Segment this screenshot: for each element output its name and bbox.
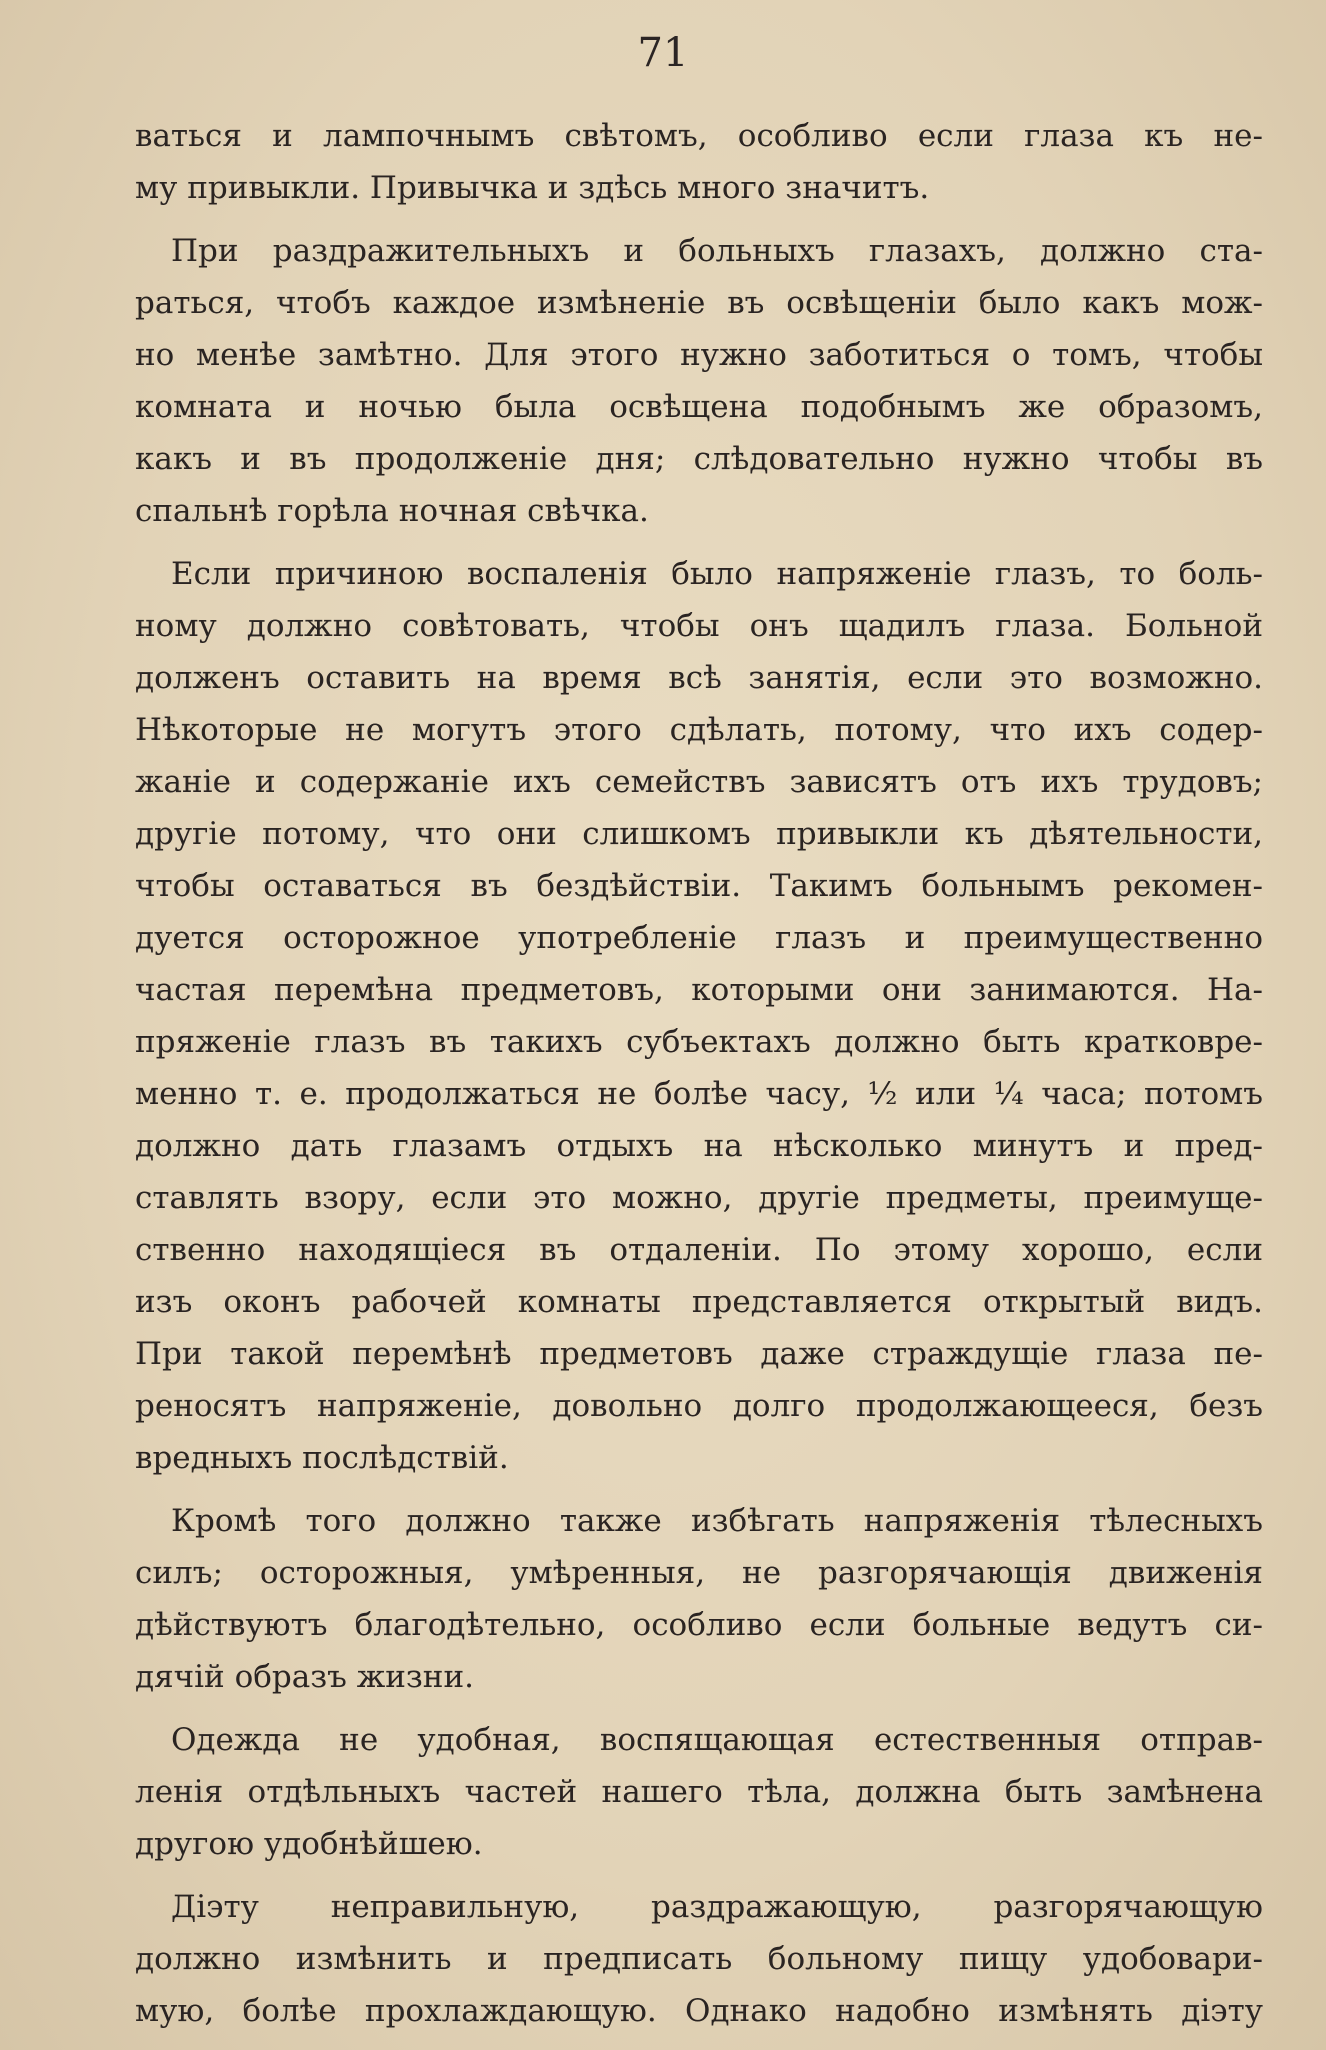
text-line: ному должно совѣтовать, чтобы онъ щадилъ глаза. Больной	[135, 608, 1263, 644]
paragraph	[135, 1495, 1263, 1703]
paragraph	[135, 225, 1263, 537]
text-line: раться, чтобъ каждое измѣненіе въ освѣщеніи было какъ мож-	[135, 285, 1263, 321]
text-line: Нѣкоторые не могутъ этого сдѣлать, потому, что ихъ содер-	[135, 712, 1263, 748]
text-line: пряженіе глазъ въ такихъ субъектахъ должно быть кратковре-	[135, 1024, 1263, 1060]
text-line: должно измѣнить и предписать больному пищу удобовари-	[135, 1941, 1263, 1977]
text-line: спальнѣ горѣла ночная свѣчка.	[135, 493, 649, 529]
text-line: другіе потому, что они слишкомъ привыкли къ дѣятельности,	[135, 816, 1263, 852]
text-line: дуется осторожное употребленіе глазъ и преимущественно	[135, 920, 1263, 956]
text-line: менно т. е. продолжаться не болѣе часу, ½ или ¼ часа; потомъ	[135, 1076, 1263, 1112]
text-line: Если причиною воспаленія было напряженіе глазъ, то боль-	[171, 556, 1263, 592]
text-line: Кромѣ того должно также избѣгать напряженія тѣлесныхъ	[171, 1503, 1263, 1539]
text-line: Одежда не удобная, воспящающая естественныя отправ-	[171, 1722, 1263, 1758]
text-line: При такой перемѣнѣ предметовъ даже страждущіе глаза пе-	[135, 1336, 1263, 1372]
text-line: силъ; осторожныя, умѣренныя, не разгорячающія движенія	[135, 1555, 1263, 1591]
text-line: ваться и лампочнымъ свѣтомъ, особливо если глаза къ не-	[135, 118, 1263, 154]
paragraph	[135, 1714, 1263, 1870]
text-line: При раздражительныхъ и больныхъ глазахъ, должно ста-	[171, 233, 1263, 269]
text-line: Діэту неправильную, раздражающую, разгорячающую	[171, 1889, 1263, 1925]
text-line: должно дать глазамъ отдыхъ на нѣсколько минутъ и пред-	[135, 1128, 1263, 1164]
paragraph	[135, 1881, 1263, 2037]
text-line: реносятъ напряженіе, довольно долго продолжающееся, безъ	[135, 1388, 1263, 1424]
text-line: жаніе и содержаніе ихъ семействъ зависятъ отъ ихъ трудовъ;	[135, 764, 1263, 800]
paragraph	[135, 548, 1263, 1484]
text-line: ленія отдѣльныхъ частей нашего тѣла, должна быть замѣнена	[135, 1774, 1263, 1810]
text-line: ственно находящіеся въ отдаленіи. По этому хорошо, если	[135, 1232, 1263, 1268]
paragraph	[135, 110, 1263, 214]
page-number: 71	[637, 30, 689, 76]
text-line: мую, болѣе прохлаждающую. Однако надобно измѣнять діэту	[135, 1993, 1263, 2029]
text-line: долженъ оставить на время всѣ занятія, если это возможно.	[135, 660, 1263, 696]
text-line: вредныхъ послѣдствій.	[135, 1440, 509, 1476]
text-line: дѣйствуютъ благодѣтельно, особливо если больные ведутъ си-	[135, 1607, 1263, 1643]
text-line: другою удобнѣйшею.	[135, 1826, 483, 1862]
text-line: изъ оконъ рабочей комнаты представляется открытый видъ.	[135, 1284, 1263, 1320]
text-line: комната и ночью была освѣщена подобнымъ же образомъ,	[135, 389, 1263, 425]
text-line: му привыкли. Привычка и здѣсь много значитъ.	[135, 170, 930, 206]
text-line: чтобы оставаться въ бездѣйствіи. Такимъ больнымъ рекомен-	[135, 868, 1263, 904]
text-line: дячій образъ жизни.	[135, 1659, 474, 1695]
text-line: ставлять взору, если это можно, другіе предметы, преимуще-	[135, 1180, 1263, 1216]
text-line: но менѣе замѣтно. Для этого нужно заботиться о томъ, чтобы	[135, 337, 1263, 373]
text-line: какъ и въ продолженіе дня; слѣдовательно нужно чтобы въ	[135, 441, 1263, 477]
body-text	[135, 110, 1263, 2037]
text-line: частая перемѣна предметовъ, которыми они занимаются. На-	[135, 972, 1263, 1008]
